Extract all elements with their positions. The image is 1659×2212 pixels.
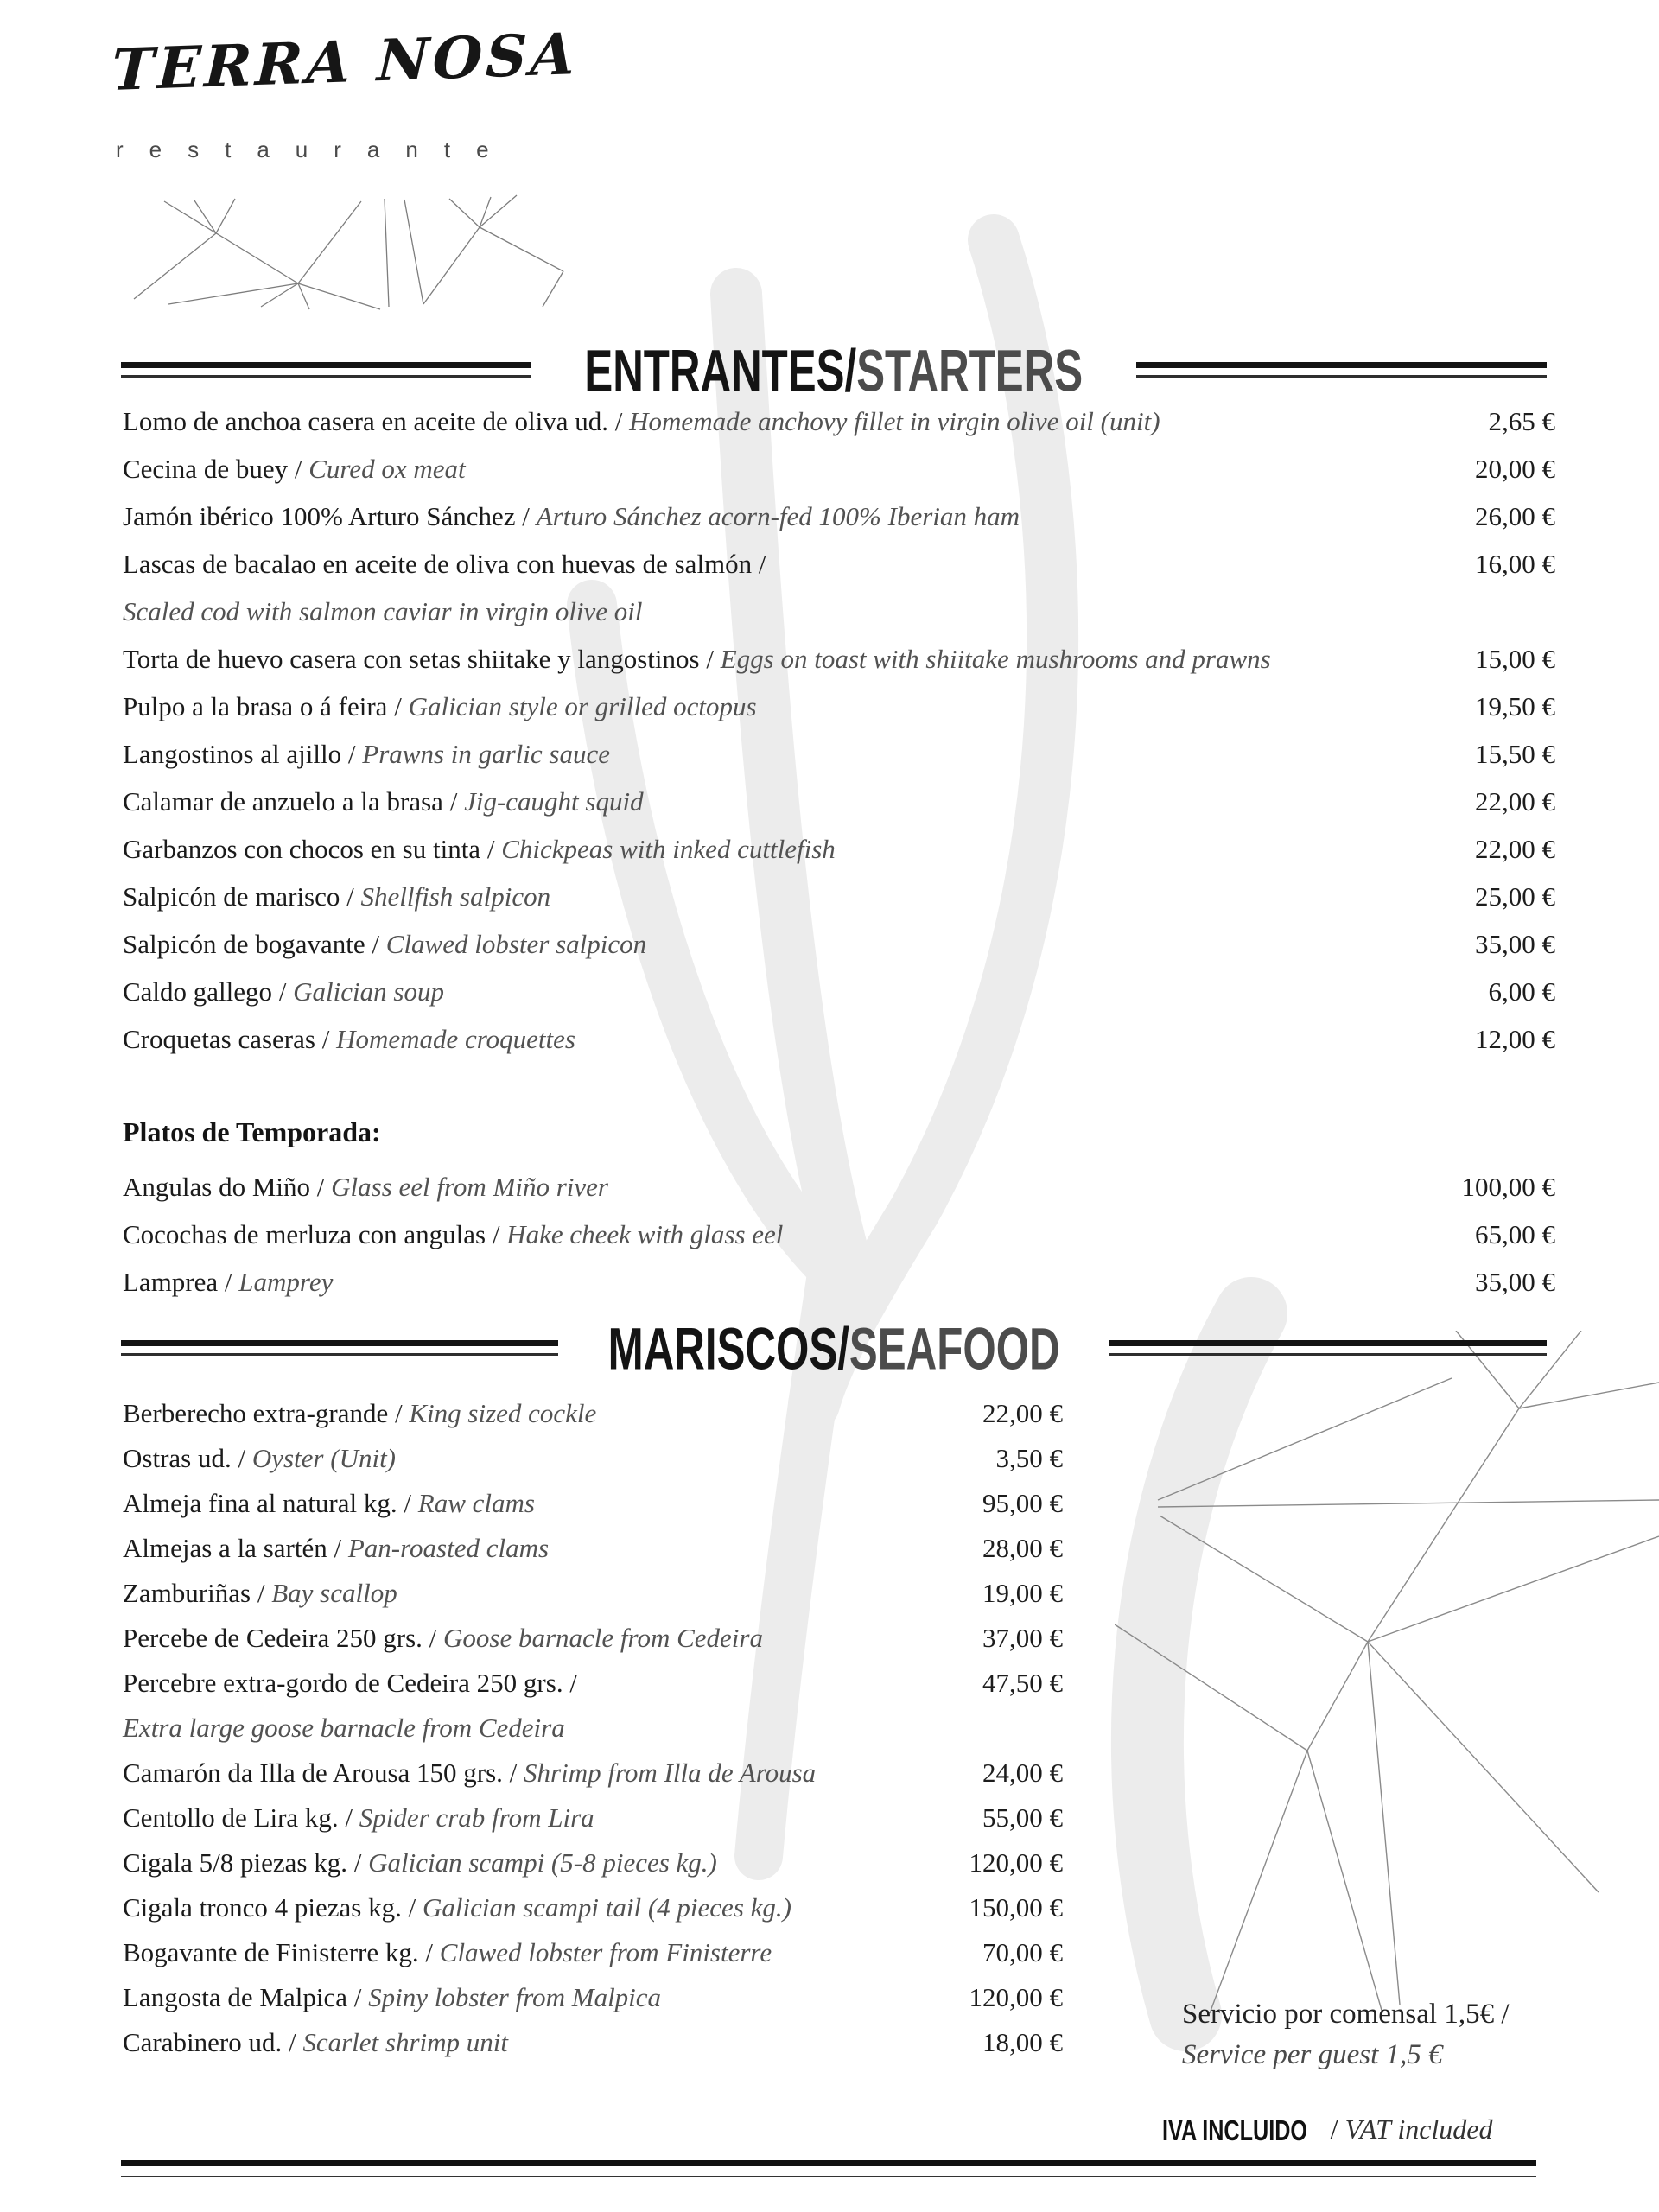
menu-item-separator: /: [388, 1398, 410, 1428]
menu-item-row: [123, 445, 1555, 493]
section-title-primary: ENTRANTES/: [584, 336, 857, 404]
menu-item-separator: /: [338, 1802, 359, 1833]
menu-item-row: [123, 493, 1555, 540]
menu-item-name-en: King sized cockle: [409, 1398, 597, 1428]
menu-item-name: [123, 1840, 717, 1885]
menu-item-row: [123, 1616, 1063, 1661]
menu-item-separator: /: [315, 1024, 337, 1054]
menu-item-name-en: Shrimp from Illa de Arousa: [524, 1758, 817, 1788]
logo-subtitle: restaurante: [116, 137, 515, 162]
menu-item-name-es: Garbanzos con chocos en su tinta: [123, 834, 481, 864]
menu-item-row: [123, 1840, 1063, 1885]
menu-item-price: 70,00 €: [982, 1937, 1063, 1967]
menu-item-name: [123, 1751, 816, 1796]
menu-item-separator: /: [341, 739, 363, 769]
menu-item-price: 65,00 €: [1475, 1219, 1555, 1249]
menu-item-name: [123, 445, 466, 493]
menu-item-price: 19,00 €: [982, 1578, 1063, 1608]
menu-item-name-es: Percebre extra-gordo de Cedeira 250 grs. /: [123, 1668, 577, 1698]
menu-item-row: [123, 1975, 1063, 2020]
menu-item-name: [123, 1163, 608, 1211]
menu-item-name-en: Arturo Sánchez acorn-fed 100% Iberian ham: [536, 501, 1020, 531]
menu-item-name-es: Carabinero ud.: [123, 2027, 283, 2057]
menu-item-name-en: Chickpeas with inked cuttlefish: [501, 834, 836, 864]
menu-item-row: [123, 1706, 1063, 1751]
menu-item-name: [123, 1661, 577, 1706]
menu-item-name-es: Jamón ibérico 100% Arturo Sánchez: [123, 501, 516, 531]
menu-item-price: 35,00 €: [1475, 1267, 1555, 1297]
menu-item-name-en: Eggs on toast with shiitake mushrooms and prawns: [720, 644, 1271, 674]
menu-item-name-en: Clawed lobster from Finisterre: [439, 1937, 772, 1967]
menu-item-name-es: Pulpo a la brasa o á feira: [123, 691, 388, 721]
section-title-secondary: SEAFOOD: [849, 1314, 1060, 1382]
menu-item-row: [123, 397, 1555, 445]
menu-item-price: 35,00 €: [1475, 929, 1555, 959]
menu-item-price: 2,65 €: [1488, 406, 1555, 436]
menu-item-name-en: Glass eel from Miño river: [331, 1172, 608, 1202]
menu-item-separator: /: [418, 1937, 440, 1967]
menu-item-separator: /: [401, 1892, 423, 1923]
service-note: [1182, 1994, 1510, 2075]
menu-item-row: [123, 1661, 1063, 1706]
menu-item-row: [123, 1015, 1555, 1063]
menu-item-name-en: Pan-roasted clams: [347, 1533, 550, 1563]
menu-item-name-es: Croquetas caseras: [123, 1024, 315, 1054]
menu-item-separator: /: [282, 2027, 303, 2057]
menu-item-separator: /: [608, 406, 630, 436]
menu-item-name-es: Cocochas de merluza con angulas: [123, 1219, 486, 1249]
menu-item-row: [123, 1796, 1063, 1840]
double-rule: [1136, 362, 1547, 378]
menu-item-row: [123, 540, 1555, 588]
menu-item-name-en: Oyster (Unit): [251, 1443, 396, 1473]
menu-item-name: [123, 1526, 549, 1571]
menu-item-row: [123, 1930, 1063, 1975]
menu-item-row: [123, 1751, 1063, 1796]
menu-item-price: 120,00 €: [969, 1847, 1063, 1878]
menu-item-name: [123, 635, 1271, 683]
starters-list: [123, 397, 1555, 1063]
menu-item-separator: /: [347, 1847, 369, 1878]
menu-item-name-en: Spiny lobster from Malpica: [368, 1982, 662, 2012]
menu-item-name-en: Bay scallop: [271, 1578, 397, 1608]
menu-item-name-es: Berberecho extra-grande: [123, 1398, 389, 1428]
menu-item-name-es: Ostras ud.: [123, 1443, 232, 1473]
season-heading: Platos de Temporada:: [123, 1116, 381, 1147]
menu-item-row: [123, 1571, 1063, 1616]
menu-item-separator: /: [387, 691, 409, 721]
menu-item-row: [123, 683, 1555, 730]
menu-item-name-es: Langosta de Malpica: [123, 1982, 347, 2012]
menu-item-name-en: Goose barnacle from Cedeira: [443, 1623, 763, 1653]
vat-note-separator: /: [1323, 2113, 1345, 2145]
menu-item-price: 24,00 €: [982, 1758, 1063, 1788]
menu-item-name: [123, 778, 644, 825]
double-rule: [121, 362, 531, 378]
menu-item-name: [123, 1616, 763, 1661]
section-title-primary: MARISCOS/: [607, 1314, 849, 1382]
menu-item-separator: /: [251, 1578, 272, 1608]
menu-item-name-en: Galician style or grilled octopus: [408, 691, 757, 721]
menu-item-name: [123, 1796, 594, 1840]
menu-item-name-es: Camarón da Illa de Arousa 150 grs.: [123, 1758, 503, 1788]
menu-item-price: 95,00 €: [982, 1488, 1063, 1518]
menu-item-name: [123, 1436, 396, 1481]
menu-item-name-en: Scaled cod with salmon caviar in virgin olive oil: [123, 596, 643, 626]
menu-item-separator: /: [310, 1172, 332, 1202]
menu-item-name-es: Bogavante de Finisterre kg.: [123, 1937, 419, 1967]
menu-item-name-es: Lomo de anchoa casera en aceite de oliva ud.: [123, 406, 609, 436]
menu-item-name-es: Centollo de Lira kg.: [123, 1802, 339, 1833]
vat-note: [1162, 2113, 1493, 2145]
section-heading-starters: [121, 336, 1547, 404]
menu-item-name-en: Cured ox meat: [308, 454, 466, 484]
menu-item-price: 28,00 €: [982, 1533, 1063, 1563]
menu-item-row: [123, 920, 1555, 968]
menu-item-name: [123, 1571, 397, 1616]
menu-item-price: 37,00 €: [982, 1623, 1063, 1653]
menu-item-row: [123, 1258, 1555, 1306]
menu-item-price: 47,50 €: [982, 1668, 1063, 1698]
menu-item-name-es: Almejas a la sartén: [123, 1533, 327, 1563]
menu-item-name: [123, 588, 643, 635]
menu-item-price: 19,50 €: [1475, 691, 1555, 721]
menu-item-row: [123, 1526, 1063, 1571]
menu-item-name-en: Spider crab from Lira: [359, 1802, 594, 1833]
section-title-secondary: STARTERS: [856, 336, 1084, 404]
menu-item-price: 16,00 €: [1475, 549, 1555, 579]
menu-item-separator: /: [327, 1533, 348, 1563]
menu-item-name-en: Jig-caught squid: [464, 786, 644, 817]
menu-item-name: [123, 1015, 575, 1063]
menu-item-name: [123, 1706, 565, 1751]
menu-item-row: [123, 1436, 1063, 1481]
menu-item-separator: /: [288, 454, 309, 484]
section-title: [585, 335, 1084, 404]
menu-item-name: [123, 1391, 596, 1436]
menu-item-row: [123, 730, 1555, 778]
menu-item-name-en: Homemade anchovy fillet in virgin olive oil (unit): [629, 406, 1160, 436]
menu-item-name-en: Galician scampi (5-8 pieces kg.): [368, 1847, 717, 1878]
menu-item-price: 120,00 €: [969, 1982, 1063, 2012]
menu-item-separator: /: [515, 501, 537, 531]
menu-item-price: 6,00 €: [1488, 976, 1555, 1007]
menu-item-price: 100,00 €: [1461, 1172, 1555, 1202]
menu-item-price: 20,00 €: [1475, 454, 1555, 484]
vat-note-en: VAT included: [1344, 2113, 1493, 2145]
menu-item-separator: /: [346, 1982, 369, 2012]
menu-item-price: 22,00 €: [1475, 786, 1555, 817]
menu-item-name: [123, 1258, 333, 1306]
menu-item-price: 18,00 €: [982, 2027, 1063, 2057]
menu-item-row: [123, 588, 1555, 635]
menu-item-row: [123, 1211, 1555, 1258]
menu-item-row: [123, 635, 1555, 683]
menu-item-separator: /: [340, 881, 361, 912]
menu-item-name-en: Extra large goose barnacle from Cedeira: [123, 1713, 565, 1743]
menu-item-price: 22,00 €: [1475, 834, 1555, 864]
menu-item-row: [123, 1481, 1063, 1526]
menu-item-name-es: Salpicón de marisco: [123, 881, 340, 912]
menu-item-name: [123, 1885, 791, 1930]
menu-item-name: [123, 920, 646, 968]
menu-item-price: 25,00 €: [1475, 881, 1555, 912]
menu-item-name-es: Angulas do Miño: [123, 1172, 310, 1202]
menu-item-price: 55,00 €: [982, 1802, 1063, 1833]
menu-item-price: 22,00 €: [982, 1398, 1063, 1428]
section-title: [608, 1313, 1060, 1382]
service-note-es: Servicio por comensal 1,5€ /: [1182, 1999, 1510, 2030]
menu-item-name-es: Cecina de buey: [123, 454, 289, 484]
logo-text: TERRA NOSA: [111, 20, 580, 104]
menu-item-name: [123, 1481, 535, 1526]
menu-item-row: [123, 778, 1555, 825]
section-heading-seafood: [121, 1314, 1547, 1382]
menu-item-separator: /: [480, 834, 502, 864]
menu-item-name-en: Raw clams: [417, 1488, 535, 1518]
menu-item-price: 15,50 €: [1475, 739, 1555, 769]
menu-item-name-en: Scarlet shrimp unit: [302, 2027, 509, 2057]
menu-item-name-es: Zamburiñas: [123, 1578, 251, 1608]
menu-item-row: [123, 968, 1555, 1015]
bottom-double-rule: [121, 2160, 1536, 2177]
menu-item-separator: /: [486, 1219, 507, 1249]
menu-item-name-en: Lamprey: [238, 1267, 334, 1297]
menu-item-separator: /: [218, 1267, 239, 1297]
menu-item-row: [123, 825, 1555, 873]
menu-item-name: [123, 683, 757, 730]
menu-item-separator: /: [502, 1758, 524, 1788]
menu-item-name: [123, 730, 610, 778]
menu-item-name-es: Cigala tronco 4 piezas kg.: [123, 1892, 402, 1923]
menu-item-name: [123, 968, 444, 1015]
service-note-en: Service per guest 1,5 €: [1182, 2039, 1443, 2070]
menu-item-name-en: Galician scampi tail (4 pieces kg.): [422, 1892, 791, 1923]
menu-item-separator: /: [231, 1443, 252, 1473]
menu-item-name-es: Torta de huevo casera con setas shiitake y langostinos: [123, 644, 700, 674]
double-rule: [1109, 1340, 1547, 1356]
menu-item-separator: /: [272, 976, 294, 1007]
menu-item-row: [123, 1163, 1555, 1211]
menu-item-name: [123, 540, 766, 588]
menu-item-name-es: Lascas de bacalao en aceite de oliva con huevas de salmón /: [123, 549, 766, 579]
menu-item-name-es: Almeja fina al natural kg.: [123, 1488, 397, 1518]
menu-item-name: [123, 825, 836, 873]
seafood-list: [123, 1391, 1063, 2065]
menu-item-row: [123, 1391, 1063, 1436]
menu-item-name-en: Clawed lobster salpicon: [385, 929, 647, 959]
menu-item-separator: /: [422, 1623, 444, 1653]
menu-item-name-en: Galician soup: [293, 976, 444, 1007]
menu-item-name: [123, 1211, 783, 1258]
menu-item-name-es: Caldo gallego: [123, 976, 273, 1007]
menu-item-separator: /: [397, 1488, 418, 1518]
menu-item-price: 26,00 €: [1475, 501, 1555, 531]
menu-item-name-es: Salpicón de bogavante: [123, 929, 365, 959]
season-list: [123, 1163, 1555, 1306]
menu-item-name-en: Homemade croquettes: [336, 1024, 575, 1054]
menu-item-row: [123, 873, 1555, 920]
menu-item-row: [123, 2020, 1063, 2065]
menu-item-price: 150,00 €: [969, 1892, 1063, 1923]
menu-item-row: [123, 1885, 1063, 1930]
menu-item-separator: /: [699, 644, 721, 674]
menu-item-price: 15,00 €: [1475, 644, 1555, 674]
menu-item-name: [123, 873, 550, 920]
menu-item-name-es: Cigala 5/8 piezas kg.: [123, 1847, 347, 1878]
vat-note-es: IVA INCLUIDO: [1162, 2113, 1308, 2146]
menu-item-name: [123, 2020, 508, 2065]
menu-item-name-es: Lamprea: [123, 1267, 219, 1297]
menu-item-name: [123, 1930, 772, 1975]
menu-item-name-en: Hake cheek with glass eel: [506, 1219, 784, 1249]
menu-item-separator: /: [442, 786, 465, 817]
menu-item-name-en: Shellfish salpicon: [360, 881, 551, 912]
menu-item-price: 12,00 €: [1475, 1024, 1555, 1054]
menu-item-name-es: Langostinos al ajillo: [123, 739, 342, 769]
menu-item-name: [123, 493, 1020, 540]
menu-item-price: 3,50 €: [995, 1443, 1063, 1473]
menu-item-separator: /: [365, 929, 386, 959]
menu-item-name-es: Percebe de Cedeira 250 grs.: [123, 1623, 423, 1653]
menu-item-name-es: Calamar de anzuelo a la brasa: [123, 786, 443, 817]
double-rule: [121, 1340, 558, 1356]
menu-item-name: [123, 397, 1160, 445]
menu-item-name-en: Prawns in garlic sauce: [362, 739, 611, 769]
menu-item-name: [123, 1975, 661, 2020]
